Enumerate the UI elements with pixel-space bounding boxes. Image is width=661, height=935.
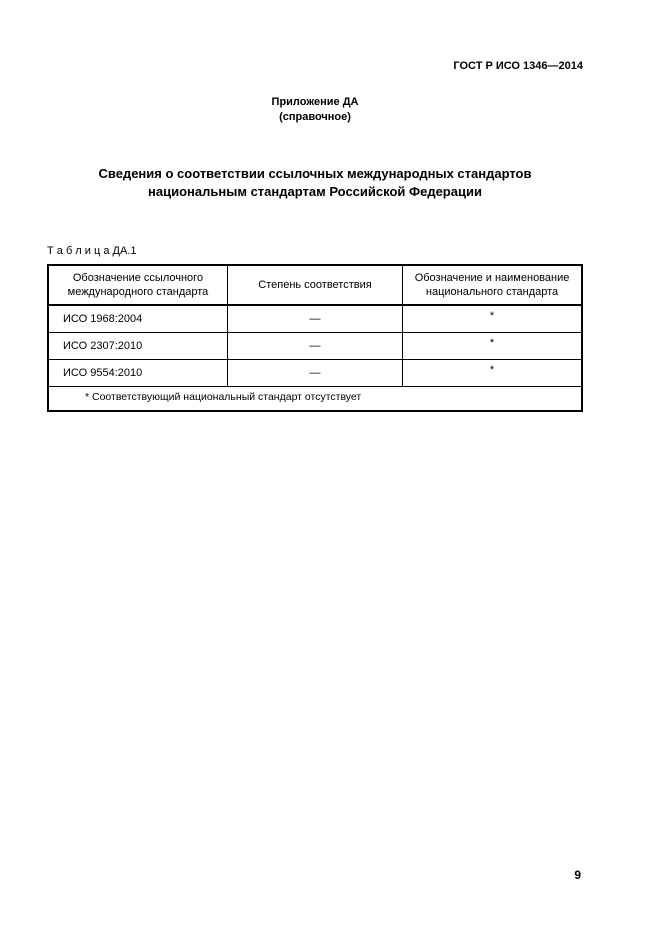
table-row xyxy=(48,360,582,387)
appendix-title: Приложение ДА xyxy=(271,96,359,109)
cell-national: * xyxy=(403,305,582,333)
header-cell-national-standard: Обозначение и наименование национального стандарта xyxy=(403,265,582,305)
table-row xyxy=(48,305,582,333)
standards-correspondence-table xyxy=(47,264,583,412)
cell-degree: — xyxy=(227,360,402,387)
cell-standard: ИСО 9554:2010 xyxy=(48,360,227,387)
table-header-row xyxy=(48,265,582,305)
header-cell-reference-standard: Обозначение ссылочного международного стандарта xyxy=(48,265,227,305)
cell-standard: ИСО 1968:2004 xyxy=(48,305,227,333)
page-content xyxy=(0,0,661,412)
table-body xyxy=(48,305,582,411)
appendix-block xyxy=(47,95,583,125)
cell-degree: — xyxy=(227,305,402,333)
cell-national: * xyxy=(403,333,582,360)
table-caption: Т а б л и ц а ДА.1 xyxy=(47,245,137,258)
section-heading: Сведения о соответствии ссылочных международных стандартов национальным стандартам Российской Федерации xyxy=(98,165,532,200)
document-number: ГОСТ Р ИСО 1346—2014 xyxy=(453,60,583,72)
cell-standard: ИСО 2307:2010 xyxy=(48,333,227,360)
cell-national: * xyxy=(403,360,582,387)
table-footnote-row xyxy=(48,387,582,412)
appendix-subtitle: (справочное) xyxy=(279,111,351,124)
table-footnote: * Соответствующий национальный стандарт отсутствует xyxy=(48,387,582,412)
page-number: 9 xyxy=(574,868,581,882)
table-row xyxy=(48,333,582,360)
header-cell-degree: Степень соответствия xyxy=(227,265,402,305)
table-header xyxy=(48,265,582,305)
cell-degree: — xyxy=(227,333,402,360)
